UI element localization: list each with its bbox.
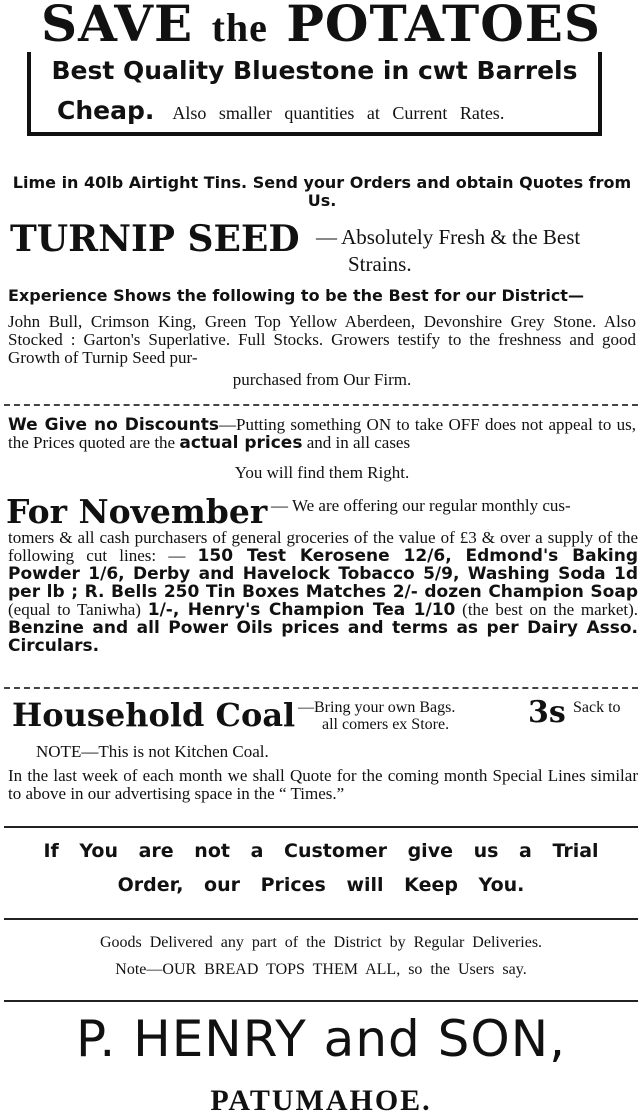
bread-note: Note—OUR BREAD TOPS THEM ALL, so the Users say. — [115, 961, 527, 978]
turnip-seed-heading: TURNIP SEED — [10, 218, 300, 260]
november-heading: For November — [6, 492, 268, 531]
turnip-seed-tagline — [316, 224, 638, 278]
turnip-tag-line1: — Absolutely Fresh & the Best — [316, 225, 581, 249]
headline-potatoes: POTATOES — [286, 0, 601, 53]
smaller-quantities-text: Also smaller quantities at Current Rates. — [172, 103, 505, 123]
trial-line-1: If You are not a Customer give us a Trial — [43, 840, 599, 862]
coal-bags: —Bring your own Bags. — [298, 699, 456, 716]
divider — [4, 826, 638, 828]
coal-sack: Sack to — [573, 699, 621, 716]
household-coal-heading: Household Coal — [12, 696, 296, 734]
cheap-label: Cheap. — [57, 96, 155, 125]
taniwha-note: (equal to Taniwha) — [8, 600, 141, 619]
last-week-notice: In the last week of each month we shall Quote for the coming month Special Lines similar to above in our advertising space in the “ Times.” — [8, 766, 638, 803]
turnip-tag-line2: Strains. — [348, 252, 412, 276]
discounts-text: —Putting something ON to take OFF does not appeal to us, the Prices quoted are the — [8, 415, 636, 452]
benzine-notice: Benzine and all Power Oils prices and terms as per Dairy Asso. Circulars. — [8, 618, 638, 656]
bluestone-line-2 — [57, 96, 504, 125]
lime-notice: Lime in 40lb Airtight Tins. Send your Orders and obtain Quotes from Us. — [12, 173, 632, 210]
november-offer — [8, 529, 638, 655]
divider — [4, 1000, 638, 1002]
turnip-varieties: John Bull, Crimson King, Green Top Yellow Aberdeen, Devonshire Grey Stone. Also Stocked : Garton's Superlative. Full Stocks. Growers testify to the freshness and good Growth of Turnip Seed pur- — [8, 312, 636, 367]
coal-comers: all comers ex Store. — [322, 716, 450, 733]
delivery-line: Goods Delivered any part of the District by Regular Deliveries. — [99, 934, 543, 951]
turnip-varieties-end: purchased from Our Firm. — [232, 370, 412, 389]
firm-name: P. HENRY and SON, — [75, 1010, 567, 1068]
discounts-paragraph — [8, 416, 636, 452]
coal-tagline — [298, 699, 518, 733]
november-tagline: — We are offering our regular monthly cus- — [271, 496, 571, 515]
discounts-text-2: and in all cases — [306, 433, 411, 452]
no-discounts-lead: We Give no Discounts — [8, 415, 219, 435]
headline-the: the — [211, 5, 268, 50]
best-on-market: (the best on the market). — [462, 600, 639, 619]
november-body: tomers & all cash purchasers of general groceries of the value of £3 & over a supply of the following cut lines: — — [8, 528, 638, 565]
champion-tea: 1/-, Henry's Champion Tea 1/10 — [147, 600, 456, 620]
firm-location: PATUMAHOE. — [210, 1084, 432, 1117]
trial-line-2: Order, our Prices will Keep You. — [117, 874, 525, 896]
coal-price: 3s — [528, 695, 566, 730]
actual-prices-text: actual prices — [179, 433, 303, 453]
bluestone-line: Best Quality Bluestone in cwt Barrels — [51, 56, 578, 85]
divider — [4, 404, 638, 406]
headline — [0, 0, 642, 53]
coal-note: NOTE—This is not Kitchen Coal. — [36, 742, 269, 761]
bluestone-box — [27, 52, 602, 136]
experience-line: Experience Shows the following to be the Best for our District— — [8, 286, 584, 305]
headline-save: SAVE — [40, 0, 194, 53]
discounts-end: You will find them Right. — [234, 463, 410, 482]
divider — [4, 687, 638, 689]
divider — [4, 918, 638, 920]
november-cut-lines: 150 Test Kerosene 12/6, Edmond's Baking Powder 1/6, Derby and Havelock Tobacco 5/9, Washing Soda 1d per lb ; R. Bells 250 Tin Boxes Matches 2/- dozen Champion Soap — [8, 546, 638, 602]
